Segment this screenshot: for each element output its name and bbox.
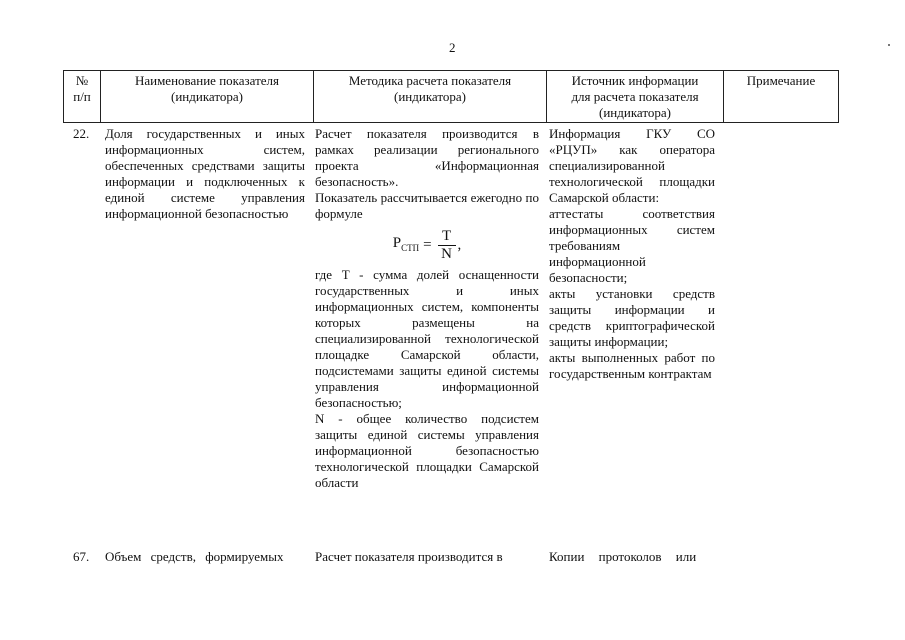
source-item: акты выполненных работ по государственным контрактам — [549, 350, 715, 381]
header-indicator-name: Наименование показателя (индикатора) — [101, 71, 314, 123]
source-item: аттестаты соответствия информационных систем требованиям информационной безопасности; — [549, 206, 715, 285]
method-intro: Расчет показателя производится в рамках реализации регионального проекта «Информационная безопасность». — [315, 126, 539, 189]
formula-denominator: N — [441, 245, 452, 262]
formula-comma: , — [457, 237, 462, 253]
information-source: Копии протоколов или — [549, 549, 697, 564]
calculation-method: Расчет показателя производится в — [315, 549, 503, 564]
row-number: 22. — [73, 126, 90, 141]
source-intro: Информация ГКУ СО «РЦУП» как оператора специализированной технологической площадки Самарской области: — [549, 126, 715, 205]
indicator-name: Объем средств, формируемых — [105, 549, 284, 564]
header-table — [63, 70, 839, 123]
method-formula-intro: Показатель рассчитывается ежегодно по формуле — [315, 190, 539, 221]
formula-fraction — [438, 228, 456, 263]
source-item: акты установки средств защиты информации и средств криптографической защиты информации; — [549, 286, 715, 349]
method-t-definition: где T - сумма долей оснащенности государственных и иных информационных систем, компоненты которых размещены на специализированной технологической площадке Самарской области, подсистемами защиты единой системы управления информационной безопасностью; — [315, 267, 539, 410]
formula-numerator: T — [441, 227, 452, 244]
formula-lhs: $P_{СТП}$ — [392, 234, 420, 253]
header-calculation-method: Методика расчета показателя (индикатора) — [314, 71, 547, 123]
method-n-definition: N - общее количество подсистем защиты единой системы управления информационной безопасностью технологической площадки Самарской области — [315, 411, 539, 490]
row-number: 67. — [73, 549, 90, 564]
calculation-method — [315, 126, 539, 491]
information-source — [549, 126, 715, 382]
page-number: 2 — [449, 40, 456, 55]
indicator-name: Доля государственных и иных информационных систем, обеспеченных средствами защиты информации и подключенных к единой системе управления информационной безопасностью — [105, 126, 305, 221]
scan-speck — [888, 44, 890, 46]
header-note: Примечание — [724, 71, 839, 123]
formula-equals: = — [423, 237, 432, 253]
formula — [315, 225, 539, 265]
header-number: № п/п — [64, 71, 101, 123]
header-information-source: Источник информации для расчета показателя (индикатора) — [547, 71, 724, 123]
